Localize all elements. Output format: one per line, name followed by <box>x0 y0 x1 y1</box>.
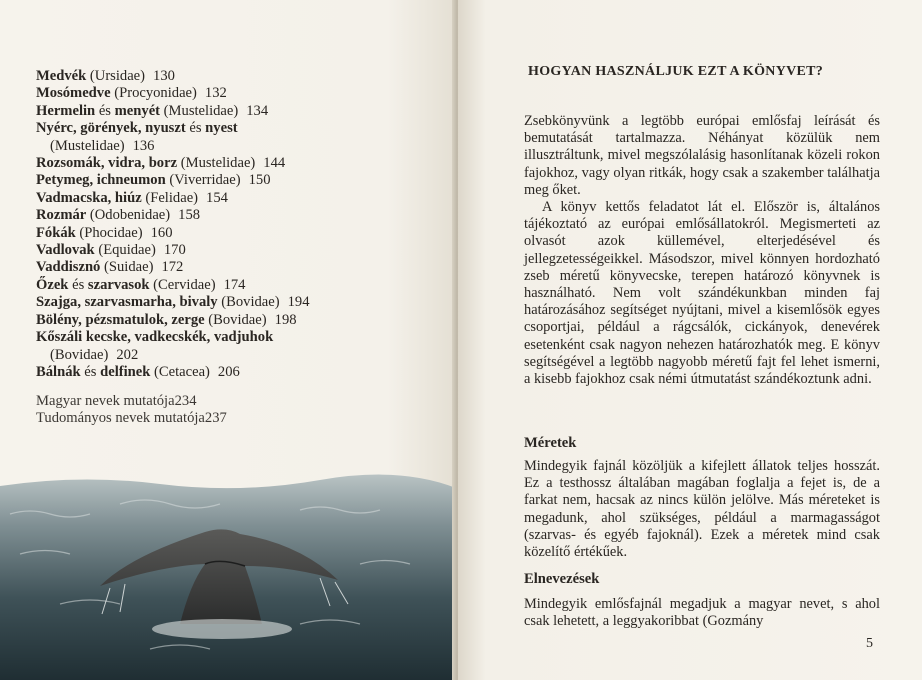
toc-entry <box>36 364 436 381</box>
toc-entry-page: 194 <box>287 294 310 311</box>
toc-entry-text: és <box>80 363 101 380</box>
toc-entry-name: Vadlovak <box>36 242 95 259</box>
toc-entry-name: Mosómedve <box>36 85 111 102</box>
toc-entry-text: (Mustelidae) <box>177 155 256 172</box>
toc-entry-name: nyest <box>205 120 238 137</box>
toc-entry <box>36 347 436 364</box>
toc-entry-text: (Mustelidae) <box>50 137 125 154</box>
toc-entry-name: menyét <box>114 102 161 119</box>
toc-entry-page: 144 <box>263 155 286 172</box>
purpose-paragraph: A könyv kettős feladatot lát el. Először is, általános tájékoztató az európai emlősállatokról. Megismerteti az olvasót azok küllemével, elterjedésével és jellegzetességeikkel. Másodszor, mivel könnyen hordozható zseb méretű könyvecske, terepen határozó könyvnek is használható. Nem volt szándékunkban minden faj határozásához segítséget nyújtani, mivel a kisemlősök egyes csoportjai, például a rágcsálók, cickányok, denevérek esetenként csak nagyon nehezen határozhatók meg. E könyv segítségével a legtöbb nagyobb méretű fajt fel lehet ismerni, a kisebb fajokhoz csak némi útmutatást szándékoztunk adni. <box>524 199 880 388</box>
toc-entry-text: és <box>68 276 88 293</box>
toc-entry-name: Bálnák <box>36 363 81 380</box>
toc-entry-page: 174 <box>223 276 246 293</box>
toc-entry-text: (Bovidae) <box>50 346 109 363</box>
section-heading-names: Elnevezések <box>524 571 600 587</box>
sizes-paragraph: Mindegyik fajnál közöljük a kifejlett állatok teljes hosszát. Ez a testhossz általában magában foglalja a fejet is, de a farkat nem, hacsak az nincs külön jelölve. Más méreteket is megadunk, ahol szükséges, például a marmagasságot (szarvas- és egyéb fajoknál). Ezek a méretek mind csak közelítő értékűek. <box>524 458 880 561</box>
index-entry-page: 237 <box>204 410 227 427</box>
toc-entry <box>36 138 436 155</box>
toc-entry-page: 132 <box>204 85 227 102</box>
toc-entry-text: (Cetacea) <box>150 363 210 380</box>
toc-entry-text: (Viverridae) <box>165 172 241 189</box>
toc-entry <box>36 242 436 259</box>
toc-entry-page: 130 <box>153 68 175 84</box>
toc-entry-text: és <box>185 120 206 137</box>
section-heading-sizes: Méretek <box>524 435 577 451</box>
toc-entry-name: Rozsomák, vidra, borz <box>36 155 178 172</box>
toc-entry-name: Bölény, pézsmatulok, zerge <box>36 311 205 328</box>
toc-entry-name: Petymeg, ichneumon <box>36 172 166 189</box>
toc-entry <box>36 294 436 311</box>
toc-entry <box>36 120 436 137</box>
toc-entry-name: Fókák <box>36 224 76 241</box>
toc-entry <box>36 207 436 224</box>
toc-entry <box>36 155 436 172</box>
toc-entry-name: Vadmacska, hiúz <box>36 189 142 206</box>
toc-entry-page: 202 <box>116 346 139 363</box>
table-of-contents <box>36 68 436 381</box>
toc-entry-page: 158 <box>178 207 201 224</box>
toc-entry-name: Rozmár <box>36 207 87 224</box>
toc-entry-text: (Bovidae) <box>204 311 267 328</box>
toc-entry <box>36 329 436 346</box>
page-number: 5 <box>866 636 873 651</box>
toc-entry-page: 172 <box>161 259 184 276</box>
toc-entry-page: 150 <box>248 172 271 189</box>
toc-entry <box>36 172 436 189</box>
toc-entry <box>36 85 436 102</box>
index-entry-label: Tudományos nevek mutatója <box>36 410 205 427</box>
toc-entry-text: (Equidae) <box>94 242 156 259</box>
toc-entry <box>36 259 436 276</box>
left-page <box>0 0 456 680</box>
toc-entry-name: Nyérc, görények, nyuszt <box>36 120 186 137</box>
toc-entry-text: (Bovidae) <box>217 294 280 311</box>
index-entry-label: Magyar nevek mutatója <box>36 393 175 409</box>
toc-entry-text: (Felidae) <box>141 189 199 206</box>
toc-entry-page: 134 <box>246 102 269 119</box>
index-entry <box>36 393 436 410</box>
toc-entry-page: 154 <box>206 189 228 206</box>
toc-entry <box>36 190 436 207</box>
toc-entry-name: Medvék <box>36 68 87 84</box>
toc-entry-name: Szajga, szarvasmarha, bivaly <box>36 294 218 311</box>
whale-tail-illustration <box>0 474 456 680</box>
intro-paragraph: Zsebkönyvünk a legtöbb európai emlősfaj leírását és bemutatását tartalmazza. Néhányat közülük nem illusztráltunk, mivel megszólalásig hasonlítanak közeli rokon fajokhoz, vagy olyan ritkák, hogy csak a szakember találhatja meg őket. <box>524 113 880 198</box>
toc-entry-page: 136 <box>132 137 155 154</box>
toc-entry-text: (Odobenidae) <box>86 207 171 224</box>
toc-entry-name: Kőszáli kecske, vadkecskék, vadjuhok <box>36 329 274 346</box>
index-entry <box>36 410 436 427</box>
toc-entry-name: delfinek <box>100 363 151 380</box>
toc-entry <box>36 277 436 294</box>
toc-entry-text: (Cervidae) <box>149 276 216 293</box>
toc-entry-name: Hermelin <box>36 102 96 119</box>
toc-entry-page: 198 <box>274 311 297 328</box>
toc-entry-name: Vaddisznó <box>36 259 101 276</box>
toc-entry-page: 170 <box>163 242 186 259</box>
toc-entry-page: 160 <box>150 224 173 241</box>
toc-entry-text: (Suidae) <box>100 259 154 276</box>
page-title: HOGYAN HASZNÁLJUK EZT A KÖNYVET? <box>528 64 824 79</box>
index-list <box>36 393 436 428</box>
toc-entry-text: és <box>95 102 115 119</box>
toc-entry-name: szarvasok <box>87 276 150 293</box>
toc-entry <box>36 312 436 329</box>
toc-entry-page: 206 <box>217 363 240 380</box>
toc-entry-text: (Phocidae) <box>75 224 143 241</box>
index-entry-page: 234 <box>174 393 197 409</box>
toc-entry-text: (Procyonidae) <box>110 85 197 102</box>
toc-entry-text: (Mustelidae) <box>160 102 239 119</box>
toc-entry <box>36 225 436 242</box>
toc-entry-text: (Ursidae) <box>86 68 146 84</box>
toc-entry-name: Őzek <box>36 276 69 293</box>
toc-entry <box>36 103 436 120</box>
names-paragraph: Mindegyik emlősfajnál megadjuk a magyar nevet, s ahol csak lehetett, a leggyakoribbat (Gozmány <box>524 596 880 630</box>
toc-entry <box>36 68 436 85</box>
